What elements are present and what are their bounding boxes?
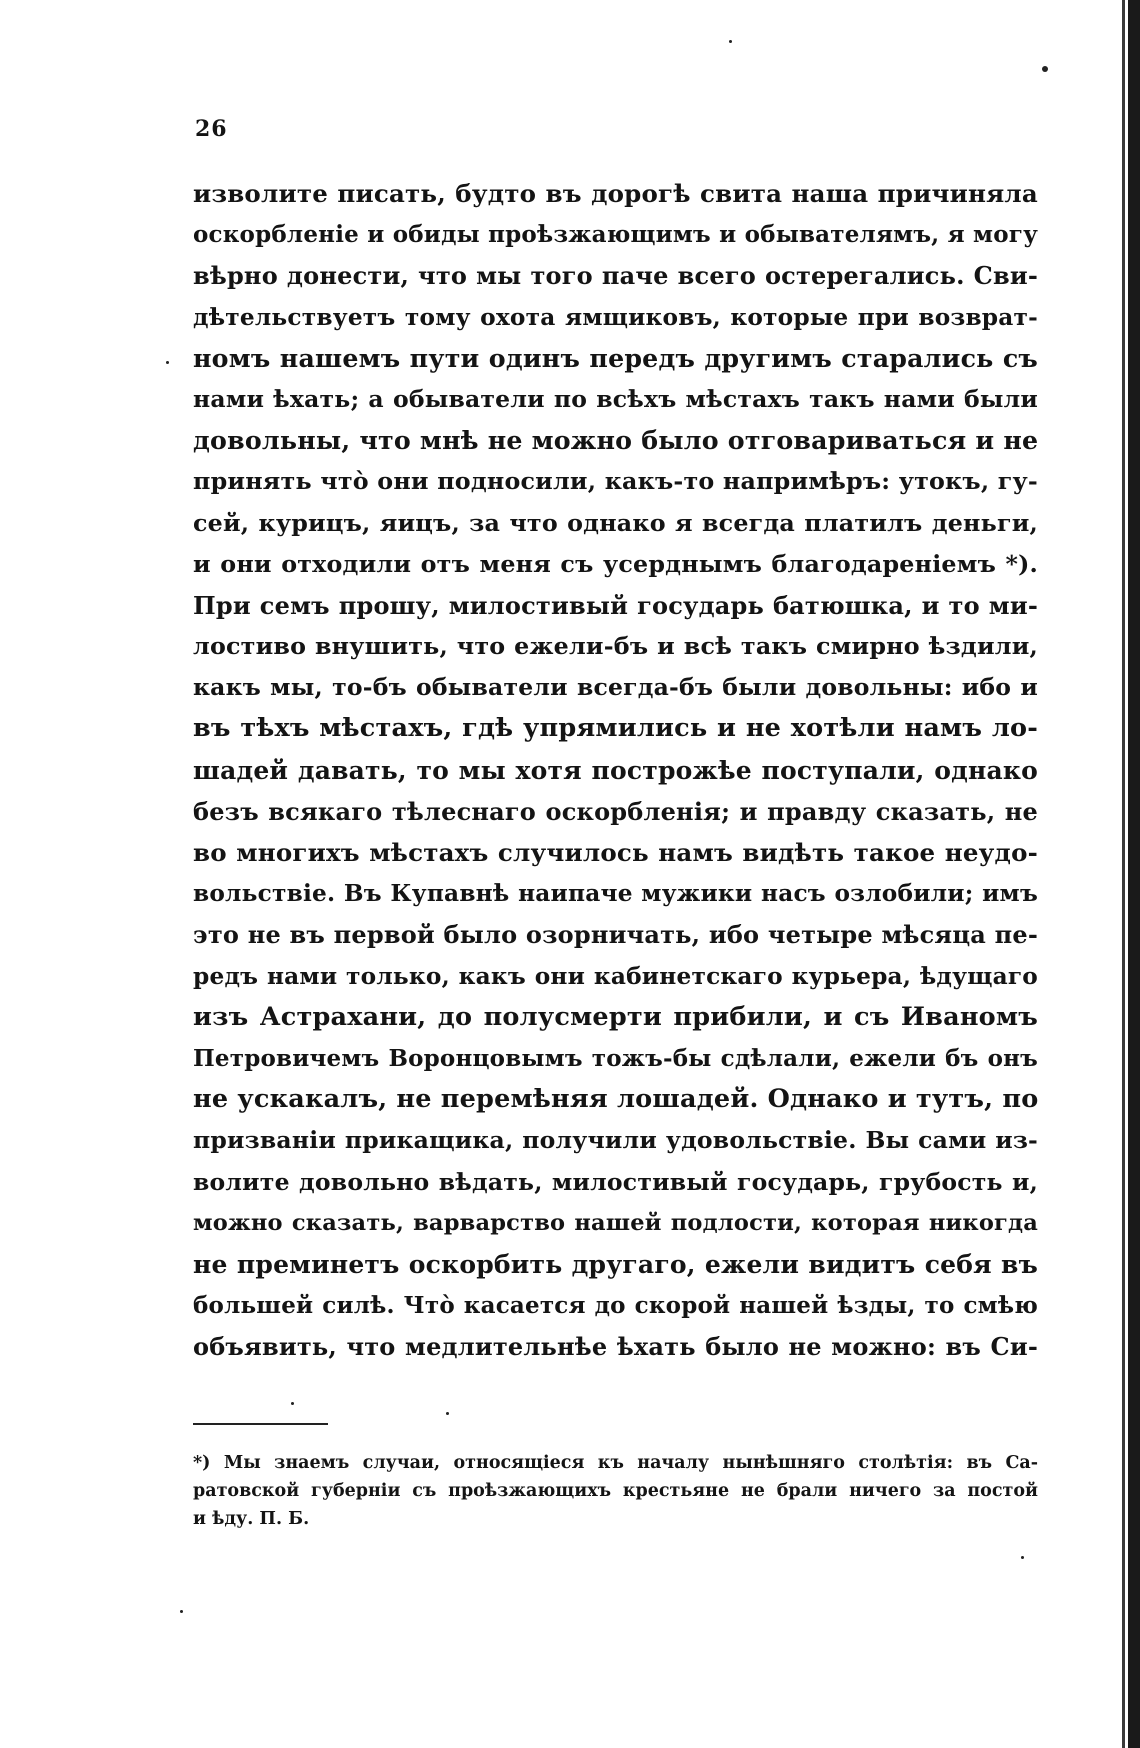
scan-speck	[446, 1412, 449, 1415]
body-text	[193, 173, 1038, 1367]
footnote	[193, 1449, 1038, 1533]
text-line: волите довольно вѣдать, милостивый государь, грубость и,	[193, 1167, 1038, 1196]
text-line: оскорбленіе и обиды проѣзжающимъ и обывателямъ, я могу	[193, 221, 1038, 249]
text-line: въ тѣхъ мѣстахъ, гдѣ упрямились и не хотѣли намъ ло-	[193, 713, 1038, 744]
scan-speck	[166, 361, 169, 364]
text-line: редъ нами только, какъ они кабинетскаго курьера, ѣдущаго	[193, 962, 1038, 990]
footnote-line: ратовской губерніи съ проѣзжающихъ крестьяне не брали ничего за постой	[193, 1481, 1038, 1501]
text-line: объявить, что медлительнѣе ѣхать было не можно: въ Си-	[193, 1332, 1038, 1362]
text-line: довольны, что мнѣ не можно было отговариваться и не	[193, 425, 1039, 456]
text-line: При семъ прошу, милостивый государь батюшка, и то ми-	[193, 590, 1038, 620]
text-line: вѣрно донести, что мы того паче всего остерегались. Сви-	[193, 261, 1038, 291]
text-line: номъ нашемъ пути одинъ передъ другимъ старались съ	[193, 342, 1038, 373]
footnote-separator	[193, 1423, 328, 1425]
text-line: не ускакалъ, не перемѣняя лошадей. Однако и тутъ, по	[193, 1084, 1039, 1115]
text-line: можно сказать, варварство нашей подлости, которая никогда	[193, 1209, 1038, 1236]
text-line: во многихъ мѣстахъ случилось намъ видѣть такое неудо-	[193, 838, 1038, 867]
scan-speck	[180, 1610, 183, 1613]
text-line: и они отходили отъ меня съ усерднымъ благодареніемъ *).	[193, 549, 1038, 578]
text-line: какъ мы, то-бъ обыватели всегда-бъ были довольны: ибо и	[193, 673, 1038, 702]
page-number: 26	[195, 116, 228, 142]
text-line: принять что̀ они подносили, какъ-то напримѣръ: утокъ, гу-	[193, 467, 1038, 496]
text-line: не преминетъ оскорбить другаго, ежели видитъ себя въ	[193, 1249, 1038, 1279]
text-line: это не въ первой было озорничать, ибо четыре мѣсяца пе-	[193, 920, 1038, 950]
text-line: большей силѣ. Что̀ касается до скорой нашей ѣзды, то смѣю	[193, 1292, 1038, 1320]
scan-speck	[1042, 66, 1048, 72]
text-line: сей, курицъ, яицъ, за что однако я всегда платилъ деньги,	[193, 508, 1038, 537]
text-line: шадей давать, то мы хотя построжѣе поступали, однако	[193, 755, 1038, 785]
text-line: дѣтельствуетъ тому охота ямщиковъ, которые при возврат-	[193, 303, 1038, 331]
text-line: лостиво внушить, что ежели-бъ и всѣ такъ смирно ѣздили,	[193, 632, 1038, 661]
scan-speck	[1021, 1556, 1024, 1559]
text-line: изъ Астрахани, до полусмерти прибили, и съ Иваномъ	[193, 1001, 1038, 1032]
page-edge-bar	[1128, 0, 1140, 1748]
text-line: призваніи прикащика, получили удовольствіе. Вы сами из-	[193, 1126, 1038, 1155]
footnote-line: и ѣду. П. Б.	[193, 1509, 310, 1529]
text-line: вольствіе. Въ Купавнѣ наипаче мужики насъ озлобили; имъ	[193, 880, 1038, 908]
text-line: изволите писать, будто въ дорогѣ свита наша причиняла	[193, 179, 1038, 208]
text-line: Петровичемъ Воронцовымъ тожъ-бы сдѣлали, ежели бъ онъ	[193, 1044, 1038, 1072]
scan-speck	[291, 1402, 294, 1405]
scan-speck	[729, 40, 732, 43]
page-edge-shadow	[1122, 0, 1125, 1748]
footnote-line: *) Мы знаемъ случаи, относящіеся къ началу нынѣшняго столѣтія: въ Са-	[193, 1453, 1038, 1473]
text-line: нами ѣхать; а обыватели по всѣхъ мѣстахъ такъ нами были	[193, 384, 1038, 413]
text-line: безъ всякаго тѣлеснаго оскорбленія; и правду сказать, не	[193, 796, 1038, 826]
